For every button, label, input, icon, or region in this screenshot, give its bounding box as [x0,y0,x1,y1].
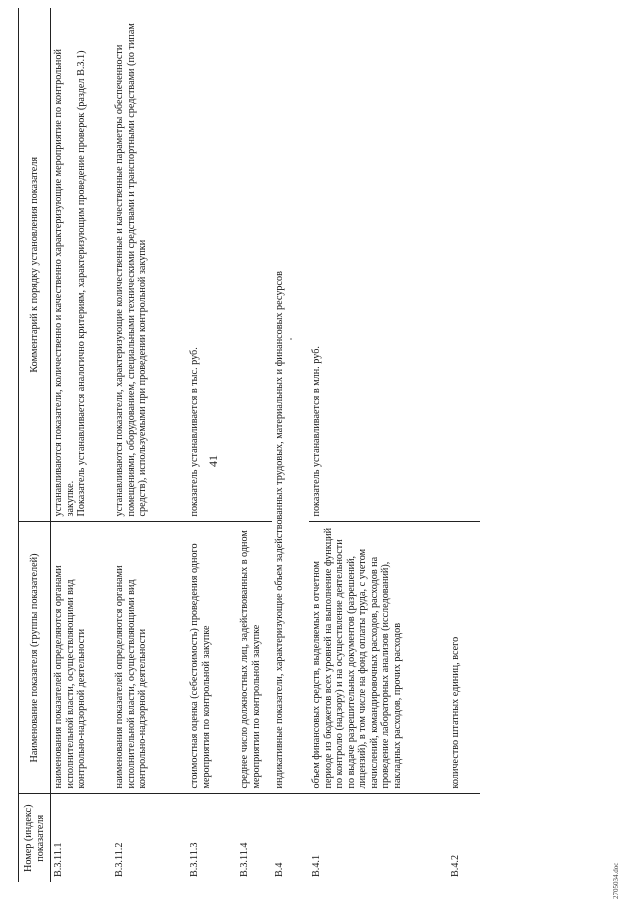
table-row [112,8,187,882]
row-comment [448,8,480,522]
table-row [187,8,237,882]
table-row [237,8,272,882]
row-name: наименования показателей определяются органами исполнительной власти, осуществляющими вид контрольно-надзорной деятельности [51,522,113,794]
row-name: наименования показателей определяются органами исполнительной власти, осуществляющими вид контрольно-надзорной деятельности [112,522,187,794]
footer-filename: 2705034.doc [612,862,620,899]
row-code: В.4.1 [309,794,448,882]
table-row [272,8,309,882]
page-number: 41 [206,455,220,467]
comment-paragraph: показатель устанавливается в млн. руб. [311,346,322,517]
row-comment [51,8,113,522]
table-row [309,8,448,882]
row-code: В.4 [272,794,309,882]
row-code: В.3.11.2 [112,794,187,882]
comment-paragraph: Показатель устанавливается аналогично критериям, характеризующим проведение проверок (раздел В.3.1) [76,50,87,517]
row-name: объем финансовых средств, выделяемых в отчетном периоде из бюджетов всех уровней на выполнение функций по контролю (надзору) и на осуществление деятельности по выдаче разрешительных документов (разрешений, лицензий), в том числе на фонд оплаты труда, с учетом начислений, командировочных расходов, расходов на проведение лабораторных анализов (исследований), накладных расходов, прочих расходов [309,522,448,794]
row-name: стоимостная оценка (себестоимость) проведения одного мероприятия по контрольной закупке [187,522,237,794]
row-code: В.3.11.1 [51,794,113,882]
header-comment: Комментарий к порядку установления показателя [19,8,51,522]
indicator-table [18,8,480,882]
comment-paragraph: устанавливаются показатели, характеризующие количественные и качественные параметры обеспеченности помещениями, оборудованием, специальными техническими средствами и транспортными средствами (по типам средств), используемыми при проведении контрольной закупки [114,23,148,517]
header-number: Номер (индекс) показателя [19,794,51,882]
row-code: В.3.11.3 [187,794,237,882]
row-comment [187,8,237,522]
header-name: Наименование показателя (группы показателей) [19,522,51,794]
row-comment [112,8,187,522]
table-row [51,8,113,882]
table-row [448,8,480,882]
row-code: В.3.11.4 [237,794,272,882]
row-comment [309,8,448,522]
row-name: среднее число должностных лиц, задействованных в одном мероприятии по контрольной закупке [237,522,272,794]
row-name-spanning: индикативные показатели, характеризующие объем задействованных трудовых, материальных и финансовых ресурсов [274,271,285,789]
row-name: количество штатных единиц, всего [448,522,480,794]
comment-paragraph: устанавливаются показатели, количественно и качественно характеризующие мероприятие по контрольной закупке. [53,49,76,517]
comment-paragraph: показатель устанавливается в тыс. руб. [189,347,200,517]
row-comment [237,8,272,522]
row-code: В.4.2 [448,794,480,882]
table-header-row [19,8,51,882]
